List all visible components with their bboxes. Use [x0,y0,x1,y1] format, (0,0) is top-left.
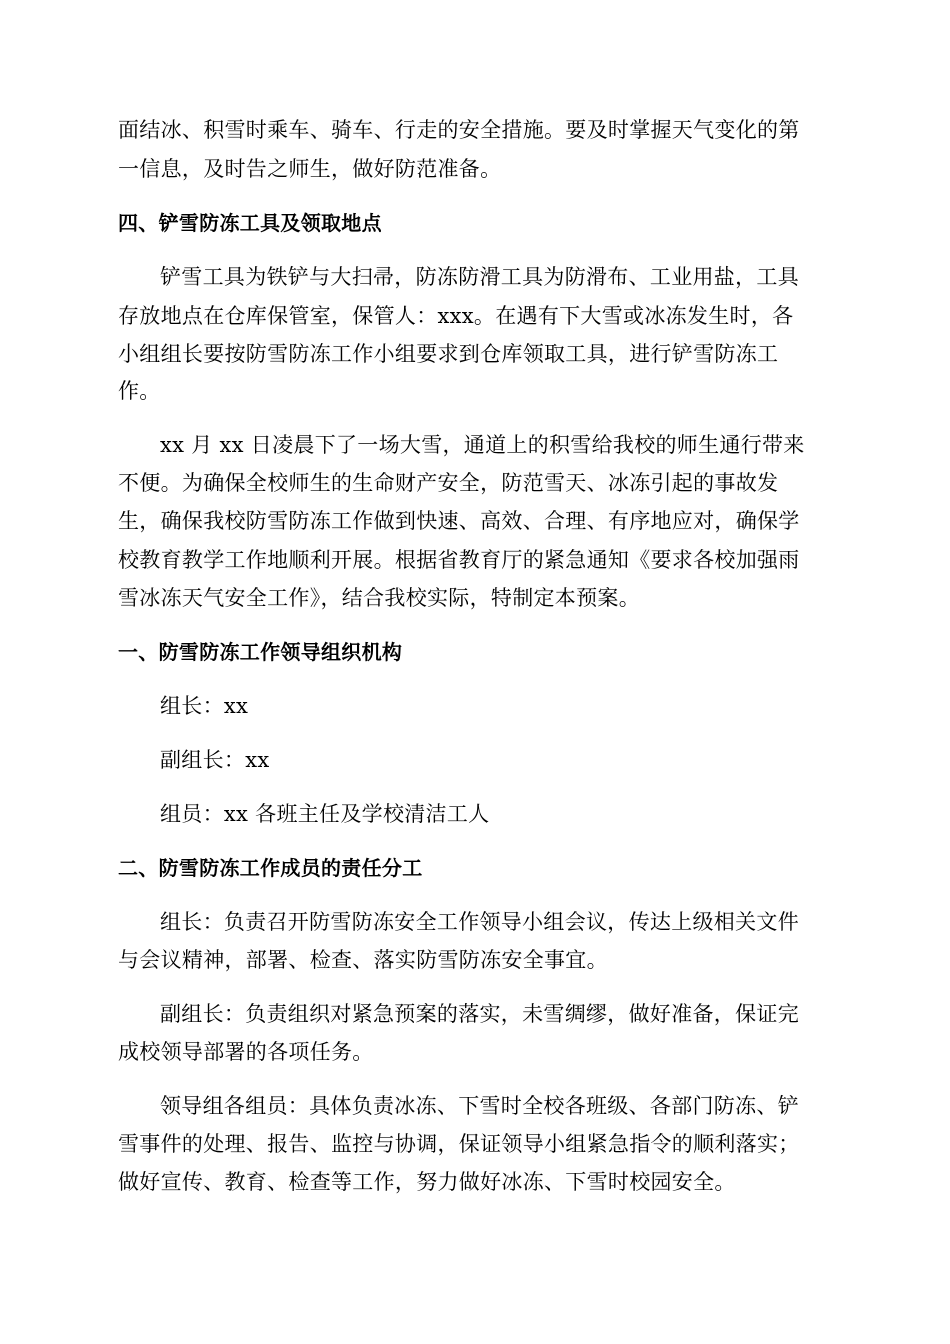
section-heading: 一、防雪防冻工作领导组织机构 [118,640,403,664]
paragraph-line: 存放地点在仓库保管室，保管人：xxx。在遇有下大雪或冰冻发生时，各 [118,304,794,328]
paragraph-line: 副组长：xx [160,748,270,772]
paragraph-line: xx 月 xx 日凌晨下了一场大雪，通道上的积雪给我校的师生通行带来 [160,433,805,457]
paragraph-line: 校教育教学工作地顺利开展。根据省教育厅的紧急通知《要求各校加强雨 [118,548,800,572]
paragraph-line: 作。 [118,379,161,403]
paragraph-line: 组长：xx [160,694,249,718]
paragraph-line: 小组组长要按防雪防冻工作小组要求到仓库领取工具，进行铲雪防冻工 [118,342,779,366]
paragraph-line: 雪冰冻天气安全工作》，结合我校实际，特制定本预案。 [118,586,640,610]
section-heading: 二、防雪防冻工作成员的责任分工 [118,856,423,880]
paragraph-line: 一信息，及时告之师生，做好防范准备。 [118,157,502,181]
paragraph-line: 与会议精神，部署、检查、落实防雪防冻安全事宜。 [118,948,608,972]
paragraph-line: 生，确保我校防雪防冻工作做到快速、高效、合理、有序地应对，确保学 [118,509,800,533]
paragraph-line: 组长：负责召开防雪防冻安全工作领导小组会议，传达上级相关文件 [160,910,799,934]
paragraph-line: 面结冰、积雪时乘车、骑车、行走的安全措施。要及时掌握天气变化的第 [118,118,800,142]
paragraph-line: 雪事件的处理、报告、监控与协调，保证领导小组紧急指令的顺利落实； [118,1132,800,1156]
paragraph-line: 领导组各组员：具体负责冰冻、下雪时全校各班级、各部门防冻、铲 [160,1094,799,1118]
paragraph-line: 成校领导部署的各项任务。 [118,1040,374,1064]
paragraph-line: 做好宣传、教育、检查等工作，努力做好冰冻、下雪时校园安全。 [118,1170,736,1194]
paragraph-line: 不便。为确保全校师生的生命财产安全，防范雪天、冰冻引起的事故发 [118,471,779,495]
section-heading: 四、铲雪防冻工具及领取地点 [118,211,382,235]
paragraph-line: 组员：xx 各班主任及学校清洁工人 [160,802,490,826]
paragraph-line: 副组长：负责组织对紧急预案的落实，未雪绸缪，做好准备，保证完 [160,1002,799,1026]
paragraph-line: 铲雪工具为铁铲与大扫帚，防冻防滑工具为防滑布、工业用盐，工具 [160,265,799,289]
